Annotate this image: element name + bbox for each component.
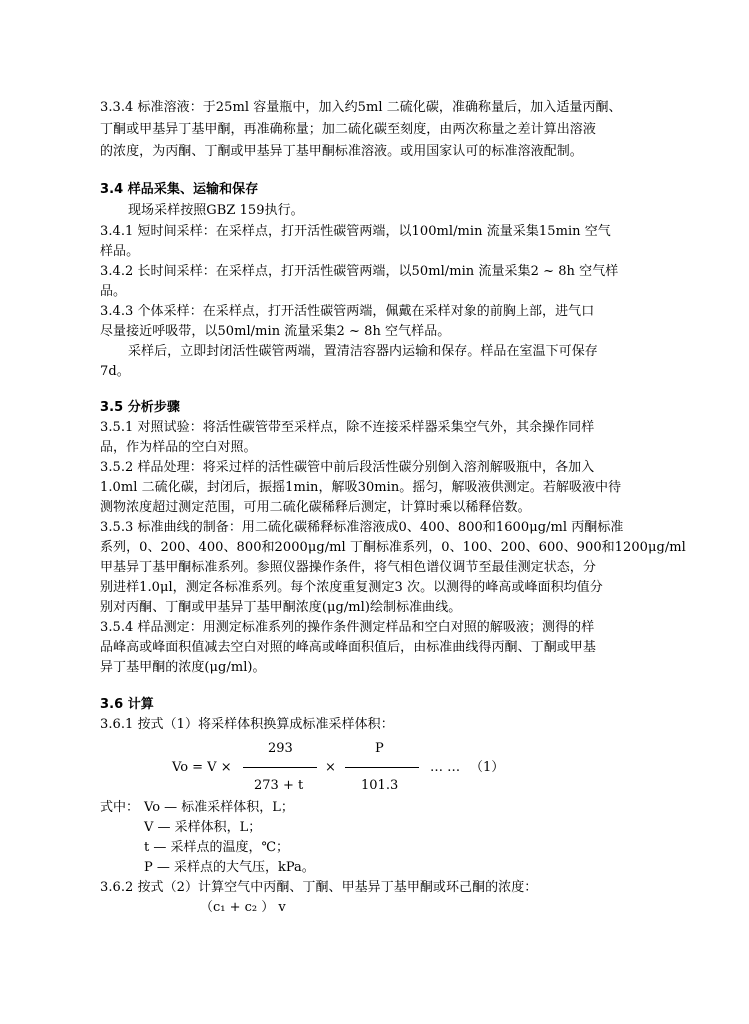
para-3-5-3-line: 系列，0、200、400、800和2000μg/ml 丁酮标准系列，0、100、200、600、900和1200μg/ml	[100, 540, 686, 555]
formula-1-numerator-1: 293	[268, 741, 293, 756]
para-3-4-3-line: 3.4.3 个体采样：在采样点，打开活性碳管两端，佩戴在采样对象的前胸上部，进气口	[100, 304, 595, 319]
formula-1-lhs: Vo = V ×	[172, 760, 232, 775]
variable-definition: Vo — 标准采样体积，L；	[144, 800, 294, 815]
para-3-5-1-line: 品，作为样品的空白对照。	[100, 440, 257, 455]
para-3-6-1: 3.6.1 按式（1）将采样体积换算成标准采样体积：	[100, 717, 394, 732]
formula-1-numerator-2: P	[375, 741, 384, 756]
para-3-5-4-line: 3.5.4 样品测定：用测定标准系列的操作条件测定样品和空白对照的解吸液；测得的样	[100, 620, 595, 635]
para-3-4-1-line: 样品。	[100, 244, 140, 259]
variable-definition: P — 采样点的大气压，kPa。	[144, 860, 315, 875]
para-3-5-2-line: 3.5.2 样品处理：将采过样的活性碳管中前后段活性碳分别倒入溶剂解吸瓶中，各加入	[100, 460, 595, 475]
para-3-6-2: 3.6.2 按式（2）计算空气中丙酮、丁酮、甲基异丁基甲酮或环己酮的浓度：	[100, 880, 538, 895]
para-3-5-4-line: 异丁基甲酮的浓度(μg/ml)。	[100, 660, 266, 675]
formula-1-denominator-1: 273 + t	[254, 778, 304, 793]
para-3-5-3-line: 甲基异丁基甲酮标准系列。参照仪器操作条件，将气相色谱仪调节至最佳测定状态，分	[100, 560, 596, 575]
where-label: 式中：	[100, 800, 140, 815]
para-3-5-2-line: 测物浓度超过测定范围，可用二硫化碳稀释后测定，计算时乘以稀释倍数。	[100, 500, 531, 515]
formula-1-fraction-bar-2	[345, 767, 419, 768]
para-3-4-3-line: 尽量接近呼吸带，以50ml/min 流量采集2 ~ 8h 空气样品。	[100, 324, 451, 339]
para-3-4-2-line: 3.4.2 长时间采样：在采样点，打开活性碳管两端，以50ml/min 流量采集2 ~ 8h 空气样	[100, 264, 619, 279]
para-3-3-4-line: 3.3.4 标准溶液：于25ml 容量瓶中，加入约5ml 二硫化碳，准确称量后，加入适量丙酮、	[100, 100, 622, 115]
formula-1-equation-number: （1）	[470, 760, 505, 775]
formula-1-times: ×	[325, 760, 336, 775]
variable-definition: t — 采样点的温度，℃；	[144, 840, 290, 855]
para-3-5-1-line: 3.5.1 对照试验：将活性碳管带至采样点，除不连接采样器采集空气外，其余操作同样	[100, 420, 595, 435]
formula-1-dots: … …	[430, 760, 461, 775]
variable-definition: V — 采样体积，L；	[144, 820, 262, 835]
para-3-4-4-line: 7d。	[100, 364, 130, 379]
para-3-4-2-line: 品。	[100, 284, 127, 299]
formula-2-numerator: （c₁ + c₂ ） v	[200, 900, 286, 915]
para-3-5-3-line: 别对丙酮、丁酮或甲基异丁基甲酮浓度(μg/ml)绘制标准曲线。	[100, 600, 462, 615]
para-3-5-2-line: 1.0ml 二硫化碳，封闭后，振摇1min，解吸30min。摇匀，解吸液供测定。若解吸液中待	[100, 480, 622, 495]
para-3-3-4-line: 的浓度，为丙酮、丁酮或甲基异丁基甲酮标准溶液。或用国家认可的标准溶液配制。	[100, 144, 583, 159]
formula-1-fraction-bar-1	[243, 767, 317, 768]
section-heading-3-6: 3.6 计算	[100, 697, 154, 712]
para-3-3-4-line: 丁酮或甲基异丁基甲酮，再准确称量；加二硫化碳至刻度，由两次称量之差计算出溶液	[100, 122, 596, 137]
para-3-4-intro: 现场采样按照GBZ 159执行。	[128, 203, 304, 218]
section-heading-3-5: 3.5 分析步骤	[100, 400, 180, 415]
para-3-4-1-line: 3.4.1 短时间采样：在采样点，打开活性碳管两端，以100ml/min 流量采集15min 空气	[100, 224, 611, 239]
para-3-5-4-line: 品峰高或峰面积值减去空白对照的峰高或峰面积值后，由标准曲线得丙酮、丁酮或甲基	[100, 640, 596, 655]
section-heading-3-4: 3.4 样品采集、运输和保存	[100, 182, 259, 197]
formula-1-denominator-2: 101.3	[361, 778, 399, 793]
para-3-5-3-line: 3.5.3 标准曲线的制备：用二硫化碳稀释标准溶液成0、400、800和1600μg/ml 丙酮标准	[100, 520, 624, 535]
para-3-4-4-line: 采样后，立即封闭活性碳管两端，置清洁容器内运输和保存。样品在室温下可保存	[128, 344, 598, 359]
para-3-5-3-line: 别进样1.0μl，测定各标准系列。每个浓度重复测定3 次。以测得的峰高或峰面积均值分	[100, 580, 603, 595]
